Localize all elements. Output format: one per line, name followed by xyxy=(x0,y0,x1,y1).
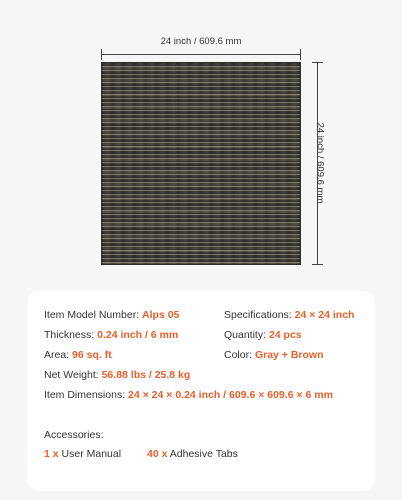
spec-item-dimensions xyxy=(44,389,333,401)
spec-quantity-value: 24 pcs xyxy=(268,329,302,341)
spec-net-weight-label: Net Weight: xyxy=(44,369,99,381)
spec-specifications-value: 24 × 24 inch xyxy=(294,309,355,321)
spec-net-weight xyxy=(44,369,190,381)
spec-specifications xyxy=(224,309,354,321)
accessory-item xyxy=(147,448,238,460)
accessories-title: Accessories: xyxy=(44,429,104,441)
spec-quantity xyxy=(224,329,302,341)
height-dimension xyxy=(308,62,330,265)
width-dimension-line xyxy=(101,54,301,55)
spec-thickness xyxy=(44,329,178,341)
width-dimension-tick-right xyxy=(300,49,301,60)
spec-color xyxy=(224,349,324,361)
spec-net-weight-value: 56.88 lbs / 25.8 kg xyxy=(101,369,191,381)
spec-card xyxy=(27,291,375,491)
width-dimension xyxy=(101,36,301,56)
width-dimension-label: 24 inch / 609.6 mm xyxy=(160,36,242,47)
spec-area-label: Area: xyxy=(44,349,70,361)
spec-item-dimensions-value: 24 × 24 × 0.24 inch / 609.6 × 609.6 × 6 mm xyxy=(128,389,333,401)
carpet-tile-image xyxy=(101,62,301,265)
spec-thickness-label: Thickness: xyxy=(44,329,95,341)
accessory-item xyxy=(44,448,121,460)
spec-thickness-value: 0.24 inch / 6 mm xyxy=(97,329,179,341)
spec-quantity-label: Quantity: xyxy=(224,329,267,341)
height-dimension-tick-bottom xyxy=(312,264,323,265)
spec-model xyxy=(44,309,179,321)
spec-item-dimensions-label: Item Dimensions: xyxy=(44,389,126,401)
spec-area-value: 96 sq. ft xyxy=(72,349,112,361)
spec-color-value: Gray + Brown xyxy=(254,349,324,361)
width-dimension-tick-left xyxy=(101,49,102,60)
height-dimension-label: 24 inch / 609.6 mm xyxy=(314,122,326,204)
spec-specifications-label: Specifications: xyxy=(224,309,292,321)
accessory-qty: 40 x xyxy=(147,448,168,460)
accessory-qty: 1 x xyxy=(44,448,59,460)
spec-area xyxy=(44,349,112,361)
spec-model-label: Item Model Number: xyxy=(44,309,140,321)
accessory-name: User Manual xyxy=(61,448,122,460)
spec-model-value: Alps 05 xyxy=(142,309,180,321)
spec-color-label: Color: xyxy=(224,349,253,361)
accessory-name: Adhesive Tabs xyxy=(169,448,238,460)
